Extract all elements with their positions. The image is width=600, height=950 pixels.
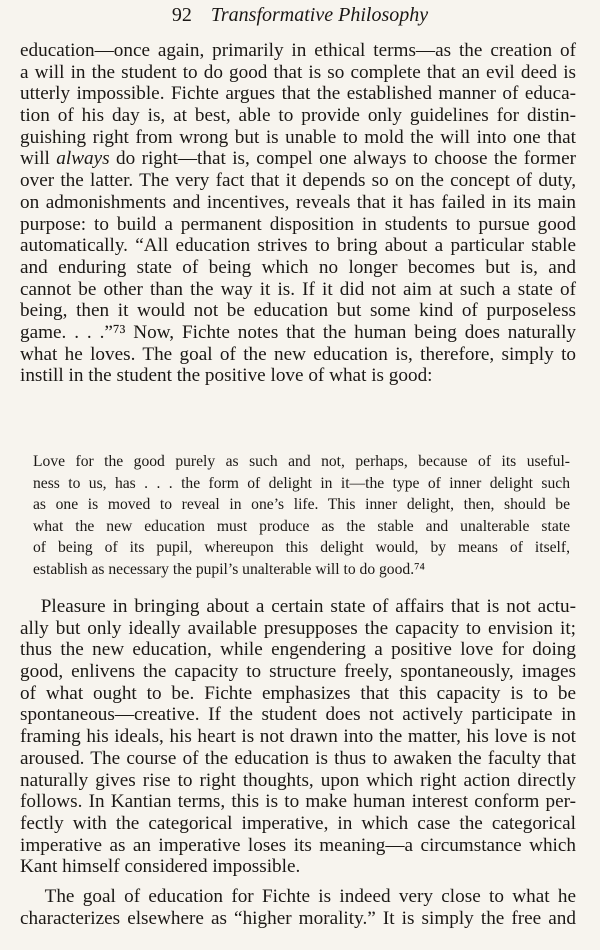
text-line: purpose: to build a permanent disposition in students to pursue good [20, 213, 576, 235]
text-line: ness to us, has . . . the form of delight in it—the type of inner delight such [33, 474, 570, 492]
text-line: utterly impossible. Fichte argues that the established manner of educa- [20, 83, 576, 105]
text-line: of being of its pupil, whereupon this delight would, by means of itself, [33, 539, 570, 557]
text-line: cannot be other than the way it is. If it did not aim at such a state of [20, 278, 576, 300]
text-line: Love for the good purely as such and not, perhaps, because of its useful- [33, 453, 570, 470]
block-quote [33, 451, 570, 581]
text-line: will always do right—that is, compel one always to choose the former [20, 148, 576, 170]
text-line: fectly with the categorical imperative, in which case the categorical [20, 812, 576, 834]
text-line: what the new education must produce as the stable and unalterable state [33, 517, 570, 535]
text-line: being, then it would not be education but some kind of purposeless [20, 300, 576, 322]
text-line: education—once again, primarily in ethical terms—as the creation of [20, 40, 576, 61]
text-line: imperative as an imperative loses its meaning—a circumstance which [20, 834, 576, 856]
paragraph [20, 596, 576, 878]
running-title: Transformative Philosophy [210, 4, 429, 26]
text-line: automatically. “All education strives to bring about a particular stable [20, 235, 576, 257]
text-line: follows. In Kantian terms, this is to make human interest conform per- [20, 791, 576, 813]
paragraph [20, 886, 576, 929]
text-line: establish as necessary the pupil’s unalterable will to do good.⁷⁴ [33, 560, 425, 578]
text-line: thus the new education, while engendering a positive love for doing [20, 639, 576, 661]
text-line: tion of his day is, at best, able to provide only guidelines for distin- [20, 105, 576, 127]
text-line: guishing right from wrong but is unable to mold the will into one that [20, 126, 576, 148]
running-header [0, 4, 600, 27]
text-line: The goal of education for Fichte is indeed very close to what he [20, 886, 576, 907]
text-line: of what ought to be. Fichte emphasizes that this capacity is to be [20, 682, 576, 704]
text-line: game. . . .”⁷³ Now, Fichte notes that the human being does naturally [20, 321, 576, 343]
text-line: spontaneous—creative. If the student does not actively participate in [20, 704, 576, 726]
text-line: Pleasure in bringing about a certain state of affairs that is not actu- [20, 596, 576, 617]
text-line: and enduring state of being which no longer becomes but is, and [20, 256, 576, 278]
text-line: as one is moved to reveal in one’s life. This inner delight, then, should be [33, 496, 570, 514]
text-line: naturally gives rise to right thoughts, upon which right action directly [20, 769, 576, 791]
emphasis: always [56, 148, 110, 170]
text-line: instill in the student the positive love of what is good: [20, 365, 433, 387]
text-line: ally but only ideally available presupposes the capacity to envision it; [20, 617, 576, 639]
text-line: good, enlivens the capacity to structure freely, spontaneously, images [20, 661, 576, 683]
paragraph [20, 40, 576, 387]
text-line: on admonishments and incentives, reveals that it has failed in its main [20, 191, 576, 213]
text-line: what he loves. The goal of the new education is, therefore, simply to [20, 343, 576, 365]
text-line: over the latter. The very fact that it depends so on the concept of duty, [20, 170, 576, 192]
page-number: 92 [171, 4, 192, 26]
text-line: characterizes elsewhere as “higher morality.” It is simply the free and [20, 907, 576, 929]
text-line: aroused. The course of the education is thus to awaken the faculty that [20, 747, 576, 769]
text-line: a will in the student to do good that is so complete that an evil deed is [20, 61, 576, 83]
text-line: framing his ideals, his heart is not drawn into the matter, his love is not [20, 726, 576, 748]
text-line: Kant himself considered impossible. [20, 856, 301, 878]
